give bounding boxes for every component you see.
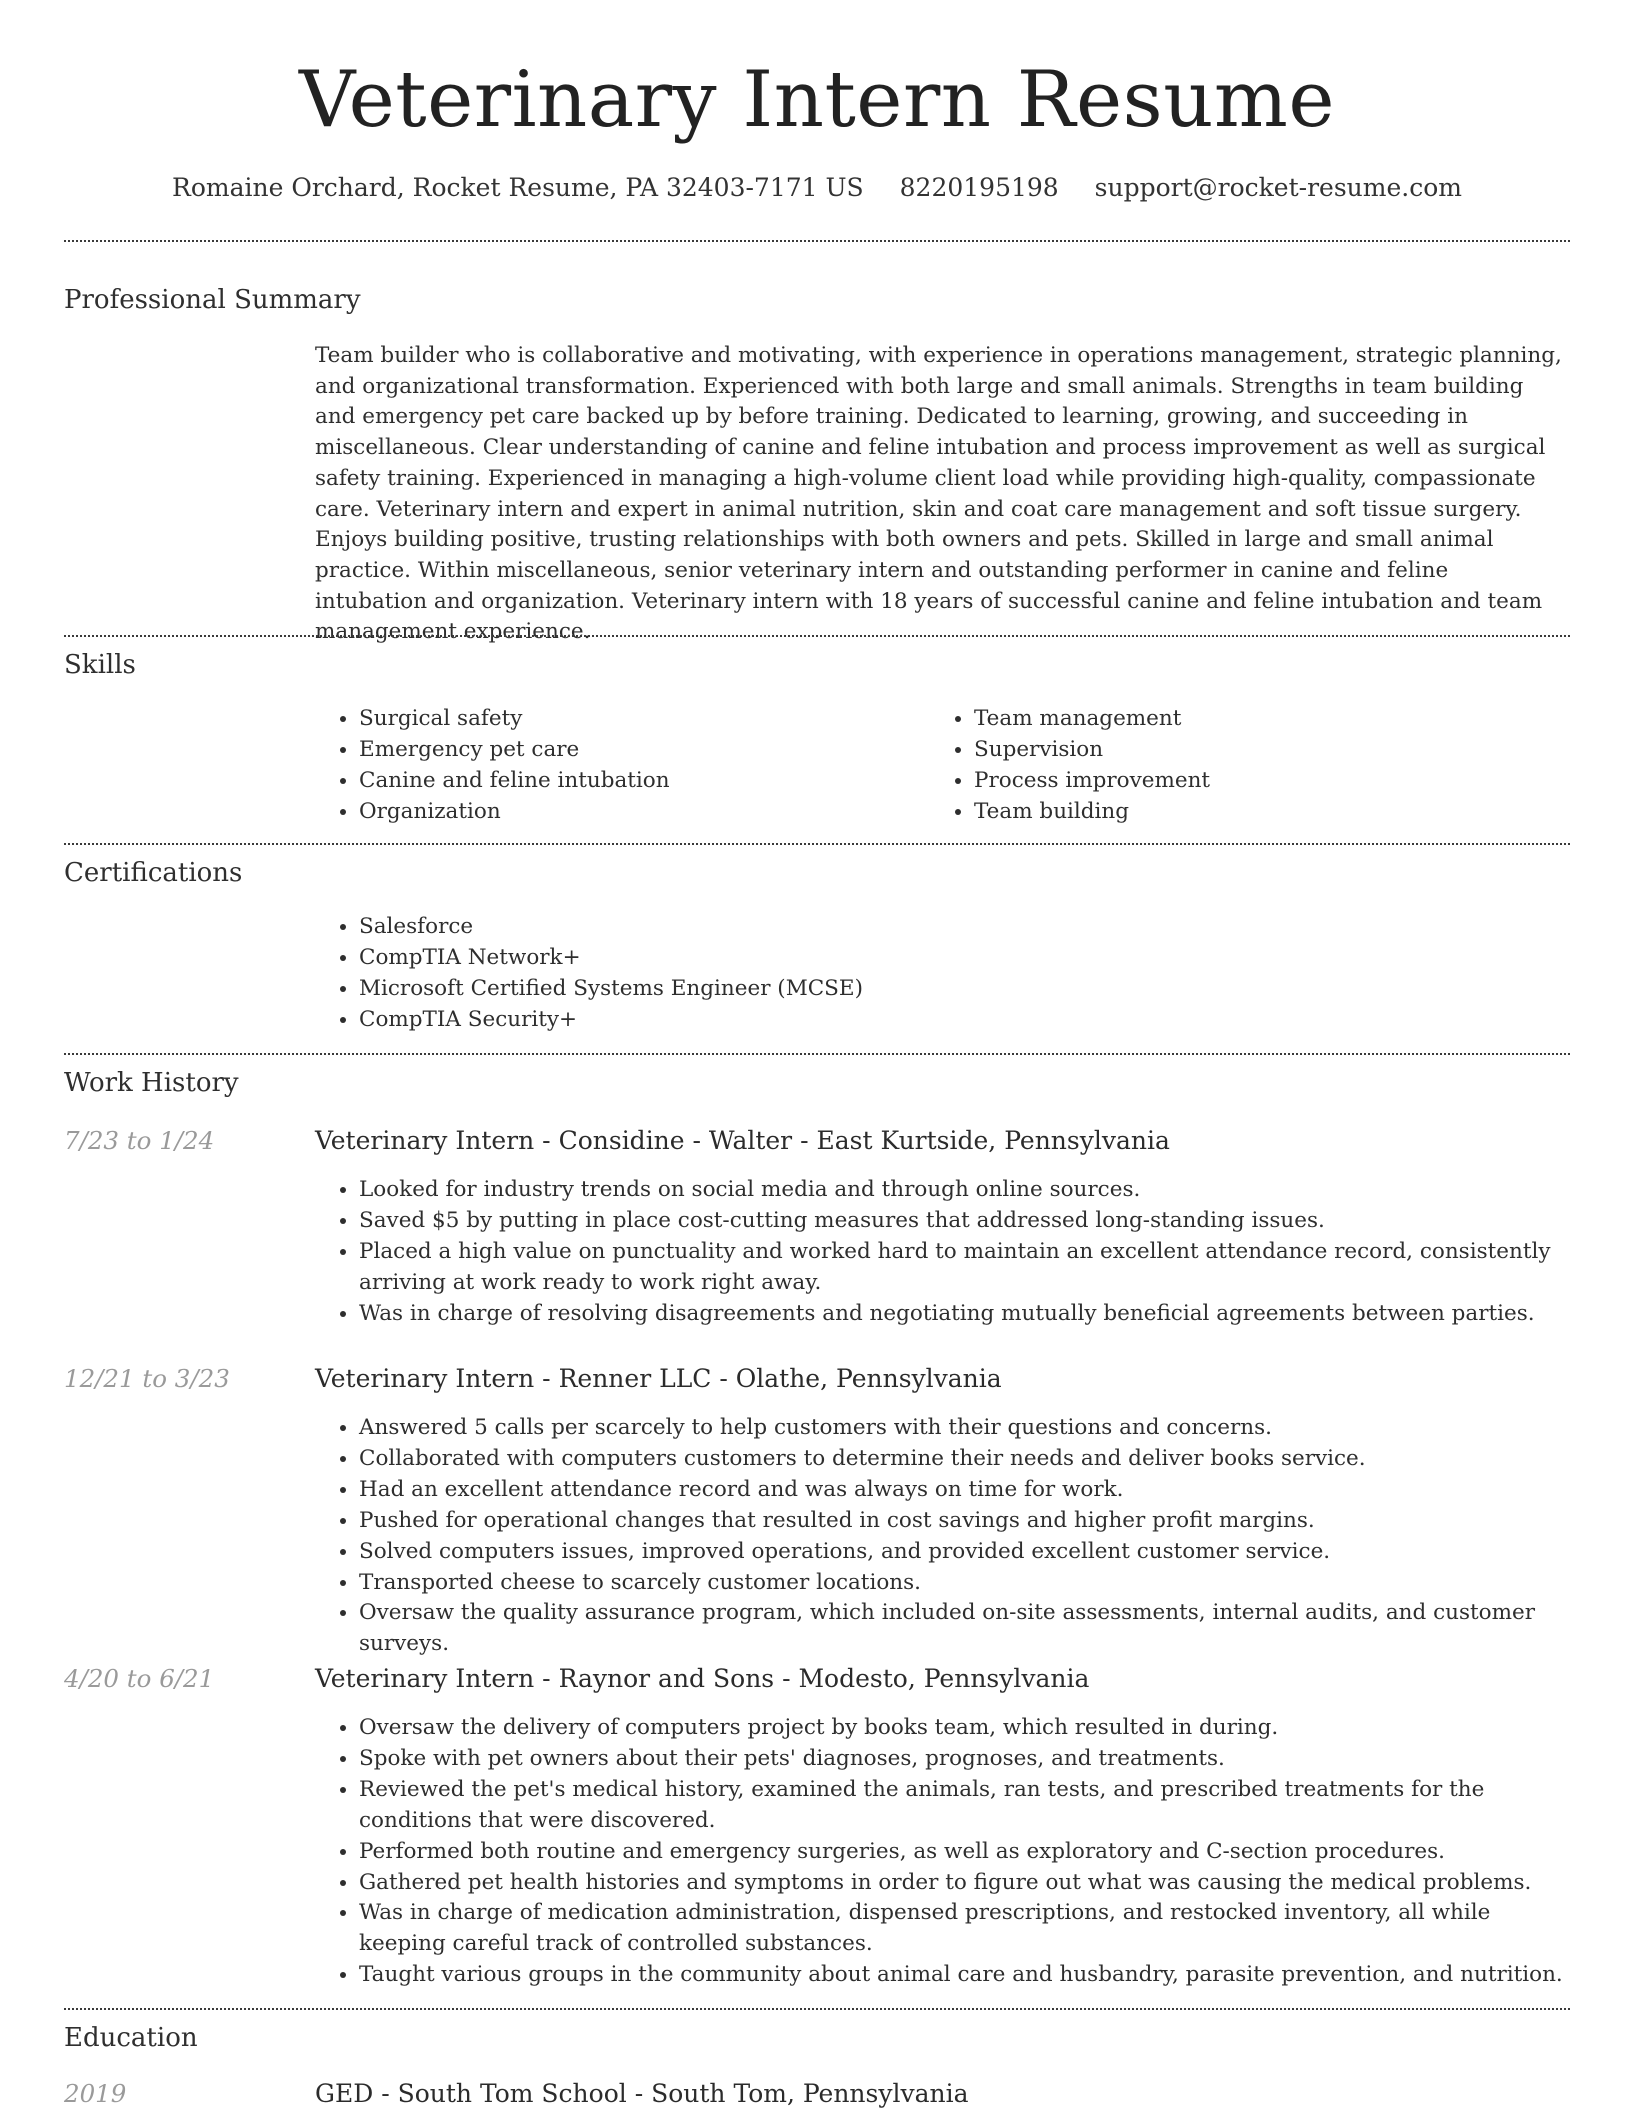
skill-item: • Supervision bbox=[974, 735, 1545, 766]
divider bbox=[64, 843, 1570, 845]
job-bullet: • Saved $5 by putting in place cost-cutting measures that addressed long-standing issues. bbox=[359, 1206, 1570, 1237]
skills-block bbox=[315, 704, 1565, 828]
job-bullets bbox=[315, 1713, 1570, 1991]
skills-list-right bbox=[930, 704, 1545, 828]
section-heading-certifications: Certifications bbox=[64, 858, 243, 888]
certification-item: • CompTIA Security+ bbox=[359, 1005, 1565, 1036]
job-dates: 7/23 to 1/24 bbox=[64, 1126, 215, 1155]
summary-block bbox=[315, 341, 1565, 648]
job-dates: 4/20 to 6/21 bbox=[64, 1664, 215, 1693]
summary-text: Team builder who is collaborative and motivating, with experience in operations management, strategic planning, and organizational transformation. Experienced with both large and small animals. Strengths in team building and emergency pet care backed up by before training. Dedicated to learning, growing, and succeeding in miscellaneous. Clear understanding of canine and feline intubation and process improvement as well as surgical safety training. Experienced in managing a high-volume client load while providing high-quality, compassionate care. Veterinary intern and expert in animal nutrition, skin and coat care management and soft tissue surgery. Enjoys building positive, trusting relationships with both owners and pets. Skilled in large and small animal practice. Within miscellaneous, senior veterinary intern and outstanding performer in canine and feline intubation and organization. Veterinary intern with 18 years of successful canine and feline intubation and team management experience. bbox=[315, 343, 1562, 645]
divider bbox=[64, 1053, 1570, 1055]
job-bullets bbox=[315, 1413, 1570, 1660]
job-bullet: • Collaborated with computers customers to determine their needs and deliver books service. bbox=[359, 1444, 1570, 1475]
job-bullet: • Oversaw the delivery of computers project by books team, which resulted in during. bbox=[359, 1713, 1570, 1744]
section-heading-summary: Professional Summary bbox=[64, 285, 361, 315]
education-date: 2019 bbox=[64, 2079, 127, 2108]
section-heading-work: Work History bbox=[64, 1068, 239, 1098]
job-bullet: • Pushed for operational changes that resulted in cost savings and higher profit margins. bbox=[359, 1506, 1570, 1537]
skill-item: • Process improvement bbox=[974, 766, 1545, 797]
job-bullet: • Was in charge of medication administration, dispensed prescriptions, and restocked inventory, all while keeping careful track of controlled substances. bbox=[359, 1898, 1570, 1960]
divider bbox=[64, 240, 1570, 242]
job-title: Veterinary Intern - Renner LLC - Olathe, Pennsylvania bbox=[315, 1364, 1002, 1393]
skills-list-left bbox=[315, 704, 930, 828]
job-bullet: • Answered 5 calls per scarcely to help customers with their questions and concerns. bbox=[359, 1413, 1570, 1444]
job-bullet: • Placed a high value on punctuality and worked hard to maintain an excellent attendance record, consistently arriving at work ready to work right away. bbox=[359, 1237, 1570, 1299]
certification-item: • CompTIA Network+ bbox=[359, 943, 1565, 974]
contact-address: Romaine Orchard, Rocket Resume, PA 32403-7171 US bbox=[172, 173, 864, 202]
skill-item: • Surgical safety bbox=[359, 704, 930, 735]
contact-phone: 8220195198 bbox=[899, 173, 1059, 202]
certification-item: • Microsoft Certified Systems Engineer (MCSE) bbox=[359, 974, 1565, 1005]
section-heading-skills: Skills bbox=[64, 650, 136, 680]
job-bullet: • Gathered pet health histories and symptoms in order to figure out what was causing the medical problems. bbox=[359, 1868, 1570, 1899]
certifications-block bbox=[315, 912, 1565, 1036]
job-bullet: • Solved computers issues, improved operations, and provided excellent customer service. bbox=[359, 1537, 1570, 1568]
resume-title: Veterinary Intern Resume bbox=[298, 55, 1336, 145]
skill-item: • Team building bbox=[974, 797, 1545, 828]
section-heading-education: Education bbox=[64, 2023, 198, 2053]
job-bullets bbox=[315, 1175, 1570, 1330]
job-bullet: • Performed both routine and emergency surgeries, as well as exploratory and C-section procedures. bbox=[359, 1837, 1570, 1868]
divider bbox=[64, 2008, 1570, 2010]
divider bbox=[64, 635, 1570, 637]
job-bullet: • Transported cheese to scarcely customer locations. bbox=[359, 1568, 1570, 1599]
job-title: Veterinary Intern - Raynor and Sons - Modesto, Pennsylvania bbox=[315, 1664, 1090, 1693]
skill-item: • Emergency pet care bbox=[359, 735, 930, 766]
skill-item: • Organization bbox=[359, 797, 930, 828]
job-bullet: • Looked for industry trends on social media and through online sources. bbox=[359, 1175, 1570, 1206]
job-dates: 12/21 to 3/23 bbox=[64, 1364, 230, 1393]
contact-email: support@rocket-resume.com bbox=[1094, 173, 1462, 202]
job-title: Veterinary Intern - Considine - Walter - East Kurtside, Pennsylvania bbox=[315, 1126, 1170, 1155]
education-title: GED - South Tom School - South Tom, Pennsylvania bbox=[315, 2079, 969, 2108]
skill-item: • Team management bbox=[974, 704, 1545, 735]
job-bullet: • Taught various groups in the community about animal care and husbandry, parasite prevention, and nutrition. bbox=[359, 1960, 1570, 1991]
job-bullet: • Spoke with pet owners about their pets' diagnoses, prognoses, and treatments. bbox=[359, 1744, 1570, 1775]
job-bullet: • Reviewed the pet's medical history, examined the animals, ran tests, and prescribed treatments for the conditions that were discovered. bbox=[359, 1775, 1570, 1837]
certification-item: • Salesforce bbox=[359, 912, 1565, 943]
job-bullet: • Had an excellent attendance record and was always on time for work. bbox=[359, 1475, 1570, 1506]
job-bullet: • Was in charge of resolving disagreements and negotiating mutually beneficial agreements between parties. bbox=[359, 1299, 1570, 1330]
contact-line bbox=[64, 170, 1570, 206]
certifications-list bbox=[315, 912, 1565, 1036]
job-bullet: • Oversaw the quality assurance program, which included on-site assessments, internal audits, and customer surveys. bbox=[359, 1598, 1570, 1660]
skill-item: • Canine and feline intubation bbox=[359, 766, 930, 797]
